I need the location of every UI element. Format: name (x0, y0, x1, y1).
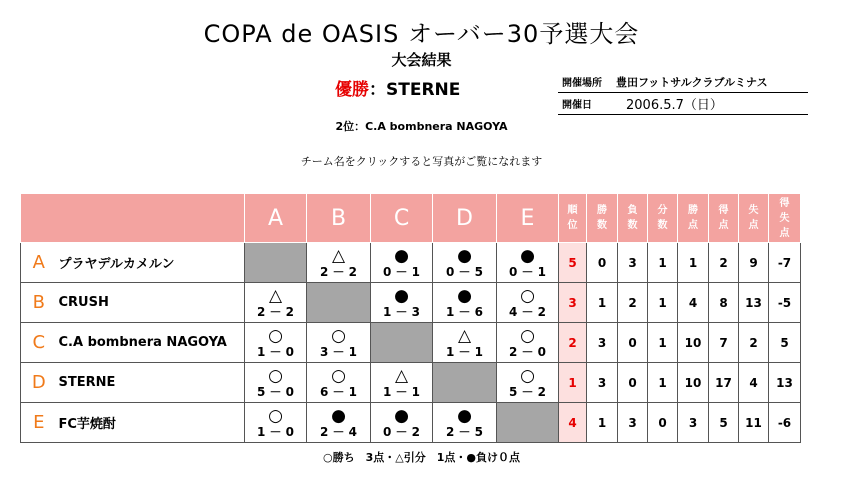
self-match-cell (497, 403, 559, 443)
match-result-cell (433, 283, 497, 323)
venue-label: 開催場所 (558, 71, 612, 93)
col-header-b: B (307, 194, 371, 243)
stat-losses: 3 (618, 403, 648, 443)
match-result-cell (245, 363, 307, 403)
match-score: 6 － 1 (319, 384, 358, 399)
stat-points: 10 (678, 323, 709, 363)
page-subtitle: 大会結果 (391, 51, 452, 69)
stat-goal-diff: -6 (769, 403, 801, 443)
result-mark: ● (520, 245, 535, 266)
match-result-cell (307, 403, 371, 443)
match-score: 2 － 5 (445, 424, 484, 439)
stat-goals-for: 7 (709, 323, 739, 363)
match-score: 2 － 4 (319, 424, 358, 439)
match-result-cell (497, 243, 559, 283)
col-header-a: A (245, 194, 307, 243)
stat-header-label: 失点 (748, 205, 759, 231)
match-score: 1 － 1 (445, 344, 484, 359)
stat-losses: 0 (618, 363, 648, 403)
result-mark: ● (394, 245, 409, 266)
stat-goal-diff: 5 (769, 323, 801, 363)
event-info-table (558, 71, 808, 115)
stat-header-label: 得点 (718, 205, 729, 231)
stat-rank: 3 (559, 283, 587, 323)
col-header-e: E (497, 194, 559, 243)
self-match-cell (433, 363, 497, 403)
stat-goals-for: 17 (709, 363, 739, 403)
match-score: 1 － 3 (382, 304, 421, 319)
match-result-cell (497, 363, 559, 403)
match-result-cell (433, 403, 497, 443)
match-result-cell (497, 283, 559, 323)
stat-goal-diff: 13 (769, 363, 801, 403)
header-corner (21, 194, 245, 243)
stat-goals-for: 5 (709, 403, 739, 443)
stat-rank: 5 (559, 243, 587, 283)
row-letter: E (21, 403, 57, 443)
match-result-cell (307, 243, 371, 283)
team-name-link[interactable]: C.A bombnera NAGOYA (57, 323, 245, 363)
stat-goal-diff: -5 (769, 283, 801, 323)
match-result-cell (371, 243, 433, 283)
date-label: 開催日 (558, 93, 612, 115)
result-mark: ● (457, 405, 472, 426)
photo-note: チーム名をクリックすると写真がご覧になれます (300, 155, 543, 168)
match-result-cell (371, 363, 433, 403)
stat-header-label: 順位 (567, 205, 578, 231)
stat-losses: 3 (618, 243, 648, 283)
stat-goals-for: 8 (709, 283, 739, 323)
match-score: 1 － 0 (256, 344, 295, 359)
stat-wins: 0 (587, 243, 618, 283)
stat-draws: 1 (648, 363, 678, 403)
stat-goals-for: 2 (709, 243, 739, 283)
result-mark: ○ (520, 365, 535, 386)
table-header-row (21, 194, 801, 243)
match-score: 0 － 1 (382, 264, 421, 279)
col-header-d: D (433, 194, 497, 243)
stat-points: 3 (678, 403, 709, 443)
result-mark: △ (457, 325, 472, 346)
self-match-cell (307, 283, 371, 323)
stat-header-label: 勝点 (688, 205, 698, 231)
team-name-link[interactable]: CRUSH (57, 283, 245, 323)
result-mark: ● (394, 285, 409, 306)
match-score: 0 － 5 (445, 264, 484, 279)
stat-header-draws (648, 194, 678, 243)
table-row (21, 283, 801, 323)
result-mark: ● (457, 285, 472, 306)
match-score: 0 － 1 (508, 264, 547, 279)
stat-rank: 2 (559, 323, 587, 363)
page-title: COPA de OASIS オーバー30予選大会 (203, 20, 640, 48)
stat-losses: 2 (618, 283, 648, 323)
stat-wins: 3 (587, 323, 618, 363)
match-result-cell (245, 323, 307, 363)
team-name-link[interactable]: STERNE (57, 363, 245, 403)
stat-header-label: 得失点 (779, 197, 790, 239)
stat-draws: 0 (648, 403, 678, 443)
match-result-cell (245, 403, 307, 443)
result-mark: △ (268, 285, 283, 306)
stat-draws: 1 (648, 283, 678, 323)
row-letter: B (21, 283, 57, 323)
match-score: 0 － 2 (382, 424, 421, 439)
match-result-cell (307, 323, 371, 363)
result-mark: △ (331, 245, 346, 266)
stat-header-goals-for (709, 194, 739, 243)
match-score: 2 － 2 (256, 304, 295, 319)
match-score: 5 － 0 (256, 384, 295, 399)
match-result-cell (433, 243, 497, 283)
self-match-cell (371, 323, 433, 363)
result-mark: ○ (331, 365, 346, 386)
result-mark: ● (394, 405, 409, 426)
results-table (20, 193, 801, 443)
stat-header-goal-diff (769, 194, 801, 243)
second-place: 2位：C.A bombnera NAGOYA (335, 120, 508, 133)
result-mark: ○ (268, 365, 283, 386)
stat-rank: 1 (559, 363, 587, 403)
table-row (21, 243, 801, 283)
stat-goals-against: 2 (739, 323, 769, 363)
stat-goals-against: 13 (739, 283, 769, 323)
stat-header-label: 勝数 (597, 205, 607, 231)
stat-wins: 3 (587, 363, 618, 403)
stat-points: 10 (678, 363, 709, 403)
result-mark: △ (394, 365, 409, 386)
match-result-cell (371, 403, 433, 443)
team-name-link[interactable]: プラヤデルカメルン (57, 243, 245, 283)
stat-wins: 1 (587, 283, 618, 323)
match-score: 2 － 2 (319, 264, 358, 279)
stat-goals-against: 4 (739, 363, 769, 403)
result-mark: ○ (268, 405, 283, 426)
match-score: 1 － 1 (382, 384, 421, 399)
stat-goals-against: 11 (739, 403, 769, 443)
stat-wins: 1 (587, 403, 618, 443)
legend: ○勝ち 3点・△引分 1点・●負け０点 (323, 451, 520, 464)
row-letter: C (21, 323, 57, 363)
match-score: 3 － 1 (319, 344, 358, 359)
stat-goals-against: 9 (739, 243, 769, 283)
stat-header-label: 負数 (627, 205, 638, 231)
match-result-cell (371, 283, 433, 323)
stat-header-losses (618, 194, 648, 243)
match-score: 1 － 0 (256, 424, 295, 439)
date-value: 2006.5.7（日） (612, 93, 808, 115)
match-score: 2 － 0 (508, 344, 547, 359)
row-letter: A (21, 243, 57, 283)
row-letter: D (21, 363, 57, 403)
table-row (21, 323, 801, 363)
table-row (21, 403, 801, 443)
stat-header-label: 分数 (657, 205, 668, 231)
venue-value: 豊田フットサルクラブルミナス (612, 71, 808, 93)
stat-draws: 1 (648, 243, 678, 283)
winner-team: ：STERNE (369, 80, 461, 100)
stat-points: 1 (678, 243, 709, 283)
match-result-cell (433, 323, 497, 363)
stat-header-rank (559, 194, 587, 243)
result-mark: ○ (331, 325, 346, 346)
result-mark: ○ (520, 325, 535, 346)
match-result-cell (245, 283, 307, 323)
result-mark: ○ (520, 285, 535, 306)
match-result-cell (497, 323, 559, 363)
stat-points: 4 (678, 283, 709, 323)
stat-draws: 1 (648, 323, 678, 363)
match-result-cell (307, 363, 371, 403)
result-mark: ○ (268, 325, 283, 346)
result-mark: ● (331, 405, 346, 426)
stat-goal-diff: -7 (769, 243, 801, 283)
result-mark: ● (457, 245, 472, 266)
self-match-cell (245, 243, 307, 283)
stat-losses: 0 (618, 323, 648, 363)
match-score: 1 － 6 (445, 304, 484, 319)
match-score: 5 － 2 (508, 384, 547, 399)
match-score: 4 － 2 (508, 304, 547, 319)
team-name-link[interactable]: FC芋焼酎 (57, 403, 245, 443)
stat-header-points (678, 194, 709, 243)
winner-line (335, 75, 460, 100)
winner-label: 優勝 (335, 80, 369, 100)
stat-rank: 4 (559, 403, 587, 443)
stat-header-goals-against (739, 194, 769, 243)
col-header-c: C (371, 194, 433, 243)
table-row (21, 363, 801, 403)
stat-header-wins (587, 194, 618, 243)
